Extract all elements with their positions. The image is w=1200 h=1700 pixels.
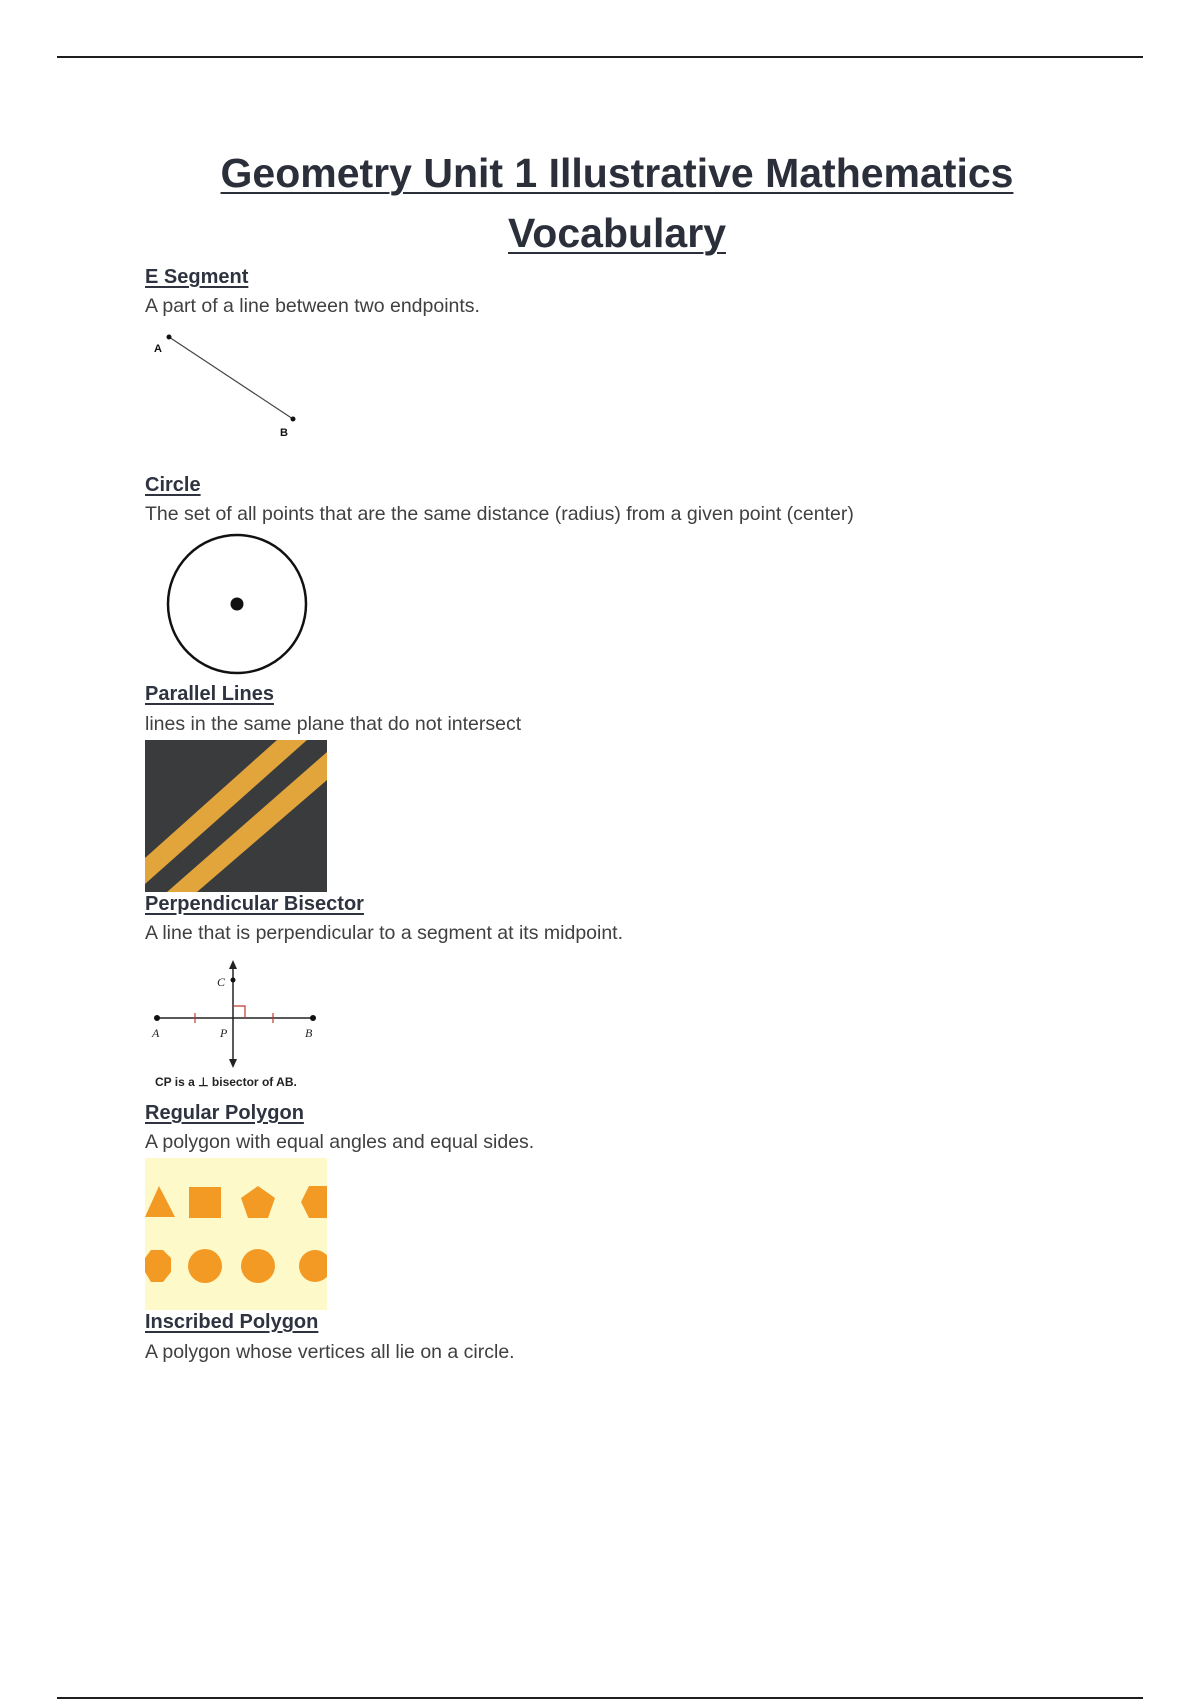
term-segment: E Segment xyxy=(145,266,249,288)
right-angle-mark xyxy=(233,1006,245,1018)
definition-perpendicular-bisector: A line that is perpendicular to a segment at its midpoint. xyxy=(145,922,624,944)
definition-parallel-lines: lines in the same plane that do not intersect xyxy=(145,713,522,735)
segment-label-b: B xyxy=(280,427,288,439)
top-rule xyxy=(57,56,1143,58)
segment-label-a: A xyxy=(154,343,162,355)
polygons-background xyxy=(145,1158,327,1310)
term-parallel-lines: Parallel Lines xyxy=(145,683,274,705)
label-c: C xyxy=(217,975,226,989)
perpendicular-bisector-figure xyxy=(145,958,325,1094)
regular-polygons-figure xyxy=(145,1158,327,1310)
road-surface xyxy=(145,740,327,892)
page-title xyxy=(0,143,1200,263)
parallel-lines-photo xyxy=(145,740,327,892)
nonagon-shape xyxy=(241,1249,275,1283)
label-p: P xyxy=(220,1026,228,1040)
label-b: B xyxy=(305,1026,313,1040)
definition-inscribed-polygon: A polygon whose vertices all lie on a circle. xyxy=(145,1341,515,1363)
term-inscribed-polygon: Inscribed Polygon xyxy=(145,1311,319,1333)
point-c xyxy=(231,978,236,983)
perpendicular-bisector-caption: CP is a ⊥ bisector of AB. xyxy=(155,1075,297,1089)
title-line-1: Geometry Unit 1 Illustrative Mathematics xyxy=(220,150,1014,196)
circle-center-point xyxy=(231,598,244,611)
bottom-rule xyxy=(57,1697,1143,1699)
bisector-arrow-down xyxy=(229,1059,237,1068)
segment-figure xyxy=(145,332,325,464)
bisector-arrow-up xyxy=(229,960,237,969)
title-line-2: Vocabulary xyxy=(508,210,726,256)
definition-circle: The set of all points that are the same distance (radius) from a given point (center) xyxy=(145,503,854,525)
definition-regular-polygon: A polygon with equal angles and equal sides. xyxy=(145,1131,535,1153)
segment-endpoint-b xyxy=(291,417,296,422)
point-a xyxy=(154,1015,160,1021)
octagon-shape xyxy=(188,1249,222,1283)
square-shape xyxy=(189,1187,221,1218)
point-b xyxy=(310,1015,316,1021)
segment-endpoint-a xyxy=(167,335,172,340)
label-a: A xyxy=(152,1026,160,1040)
circle-figure xyxy=(145,530,310,680)
segment-line xyxy=(169,337,293,419)
term-perpendicular-bisector: Perpendicular Bisector xyxy=(145,893,364,915)
definition-segment: A part of a line between two endpoints. xyxy=(145,295,480,317)
term-regular-polygon: Regular Polygon xyxy=(145,1102,304,1124)
term-circle: Circle xyxy=(145,474,201,496)
